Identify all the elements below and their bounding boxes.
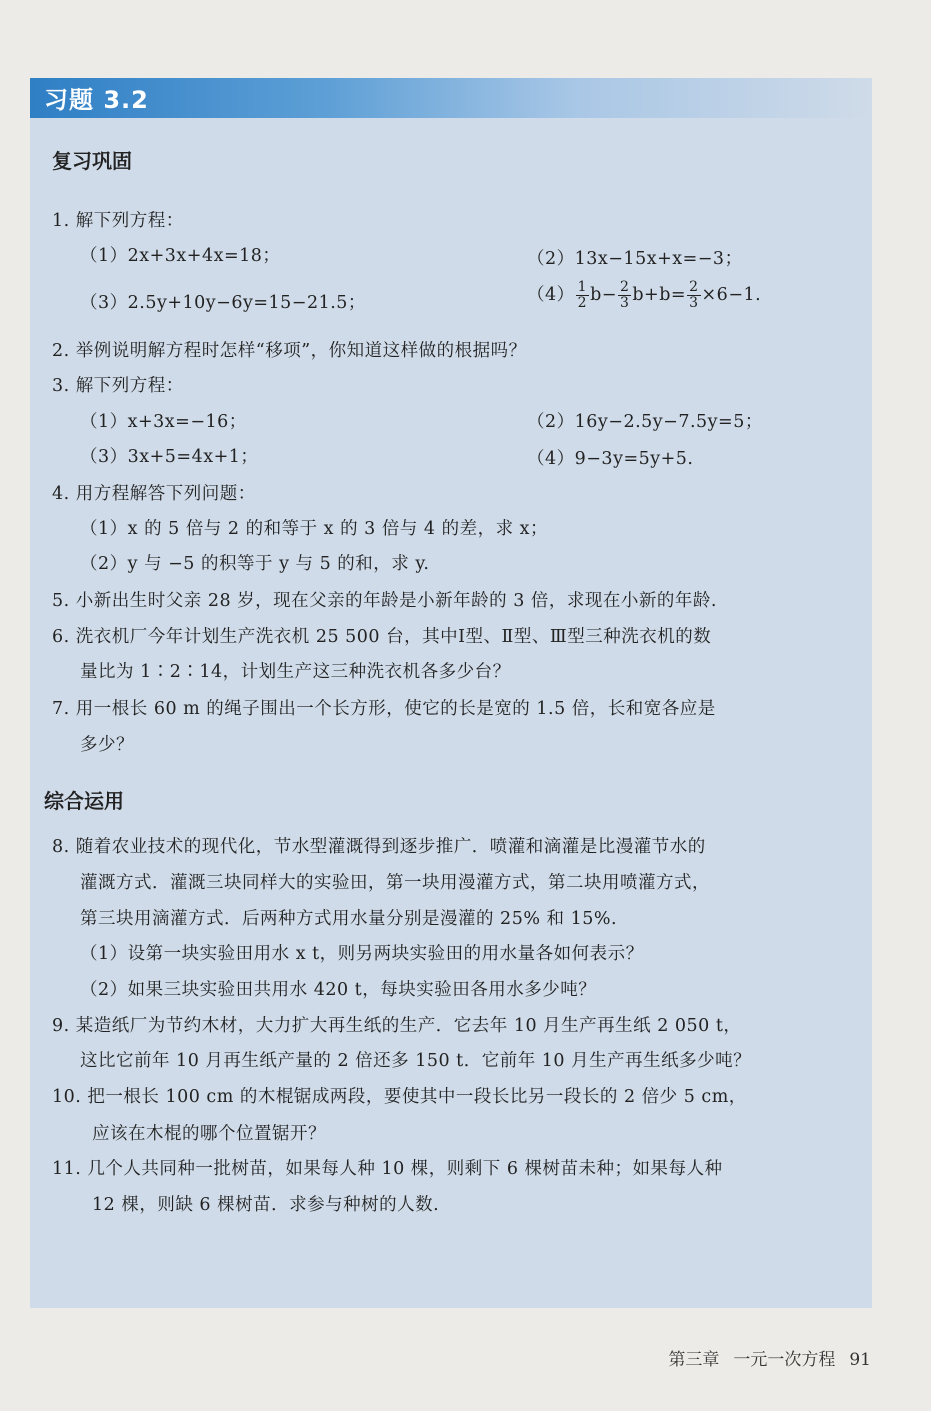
problem-8-line-1: 8. 随着农业技术的现代化，节水型灌溉得到逐步推广．喷灌和滴灌是比漫灌节水的 (52, 837, 706, 857)
problem-3-part-4: （4）9−3y=5y+5. (527, 449, 694, 469)
problem-8-part-1: （1）设第一块实验田用水 x t，则另两块实验田的用水量各如何表示？ (80, 944, 644, 964)
problem-1-part-4-term-2: b+b= (632, 285, 687, 305)
problem-9-line-1: 9. 某造纸厂为节约木材，大力扩大再生纸的生产．它去年 10 月生产再生纸 2 050 t， (52, 1016, 742, 1036)
problem-8-part-2: （2）如果三块实验田共用水 420 t，每块实验田各用水多少吨？ (80, 980, 597, 1000)
problem-6-line-1: 6. 洗衣机厂今年计划生产洗衣机 25 500 台，其中Ⅰ型、Ⅱ型、Ⅲ型三种洗衣机的数 (52, 627, 712, 647)
title-banner (30, 78, 872, 118)
problem-11-line-2: 12 棵，则缺 6 棵树苗．求参与种树的人数. (92, 1195, 440, 1215)
problem-4-part-2: （2）y 与 −5 的积等于 y 与 5 的和，求 y. (80, 554, 430, 574)
problem-5-stem: 5. 小新出生时父亲 28 岁，现在父亲的年龄是小新年龄的 3 倍，求现在小新的年龄. (52, 591, 717, 611)
section-review-title: 复习巩固 (52, 149, 132, 173)
problem-8-line-2: 灌溉方式．灌溉三块同样大的实验田，第一块用漫灌方式，第二块用喷灌方式， (80, 873, 710, 893)
problem-10-line-1: 10. 把一根长 100 cm 的木棍锯成两段，要使其中一段长比另一段长的 2 倍少 5 cm， (52, 1087, 747, 1107)
fraction-two-thirds (687, 280, 700, 311)
problem-1-part-4-term-3: ×6−1. (701, 285, 762, 305)
fraction-denominator: 2 (577, 295, 588, 311)
problem-1-part-2: （2）13x−15x+x=−3； (527, 249, 743, 269)
problem-9-line-2: 这比它前年 10 月再生纸产量的 2 倍还多 150 t．它前年 10 月生产再生纸多少吨？ (80, 1051, 752, 1071)
problem-10-line-2: 应该在木棍的哪个位置锯开？ (92, 1124, 326, 1144)
problem-3-part-2: （2）16y−2.5y−7.5y=5； (527, 412, 763, 432)
fraction-numerator: 2 (619, 279, 630, 295)
fraction-denominator: 3 (689, 295, 699, 311)
fraction-numerator: 2 (689, 279, 699, 295)
problem-1-stem: 1. 解下列方程： (52, 211, 184, 231)
fraction-numerator: 1 (577, 279, 588, 295)
exercise-title: 习题 3.2 (44, 86, 149, 114)
section-synthesis-title: 综合运用 (44, 789, 124, 813)
problem-2-stem: 2. 举例说明解方程时怎样“移项”，你知道这样做的根据吗？ (52, 341, 527, 361)
problem-3-part-3: （3）3x+5=4x+1； (80, 447, 259, 467)
problem-4-part-1: （1）x 的 5 倍与 2 的和等于 x 的 3 倍与 4 的差，求 x； (80, 519, 549, 539)
problem-1-part-4-prefix: （4） (527, 285, 575, 305)
chapter-title: 一元一次方程 (733, 1350, 836, 1370)
problem-1-part-1: （1）2x+3x+4x=18； (80, 246, 281, 266)
chapter-label: 第三章 (668, 1350, 720, 1370)
fraction-denominator: 3 (619, 295, 630, 311)
problem-7-line-1: 7. 用一根长 60 m 的绳子围出一个长方形，使它的长是宽的 1.5 倍，长和宽各应是 (52, 699, 716, 719)
problem-3-stem: 3. 解下列方程： (52, 376, 184, 396)
page-footer (654, 1345, 871, 1370)
problem-3-part-1: （1）x+3x=−16； (80, 412, 247, 432)
problem-8-line-3: 第三块用滴灌方式．后两种方式用水量分别是漫灌的 25% 和 15%. (80, 909, 618, 929)
problem-4-stem: 4. 用方程解答下列问题： (52, 484, 256, 504)
problem-7-line-2: 多少？ (80, 735, 134, 755)
problem-1-part-4-term-1: b− (590, 285, 617, 305)
fraction-two-thirds (618, 280, 631, 311)
problem-6-line-2: 量比为 1∶2∶14，计划生产这三种洗衣机各多少台？ (80, 662, 511, 682)
problem-1-part-4 (527, 280, 761, 311)
problem-1-part-3: （3）2.5y+10y−6y=15−21.5； (80, 293, 366, 313)
page-number: 91 (849, 1350, 871, 1370)
fraction-one-half (576, 280, 589, 311)
problem-11-line-1: 11. 几个人共同种一批树苗，如果每人种 10 棵，则剩下 6 棵树苗未种；如果每人种 (52, 1159, 723, 1179)
